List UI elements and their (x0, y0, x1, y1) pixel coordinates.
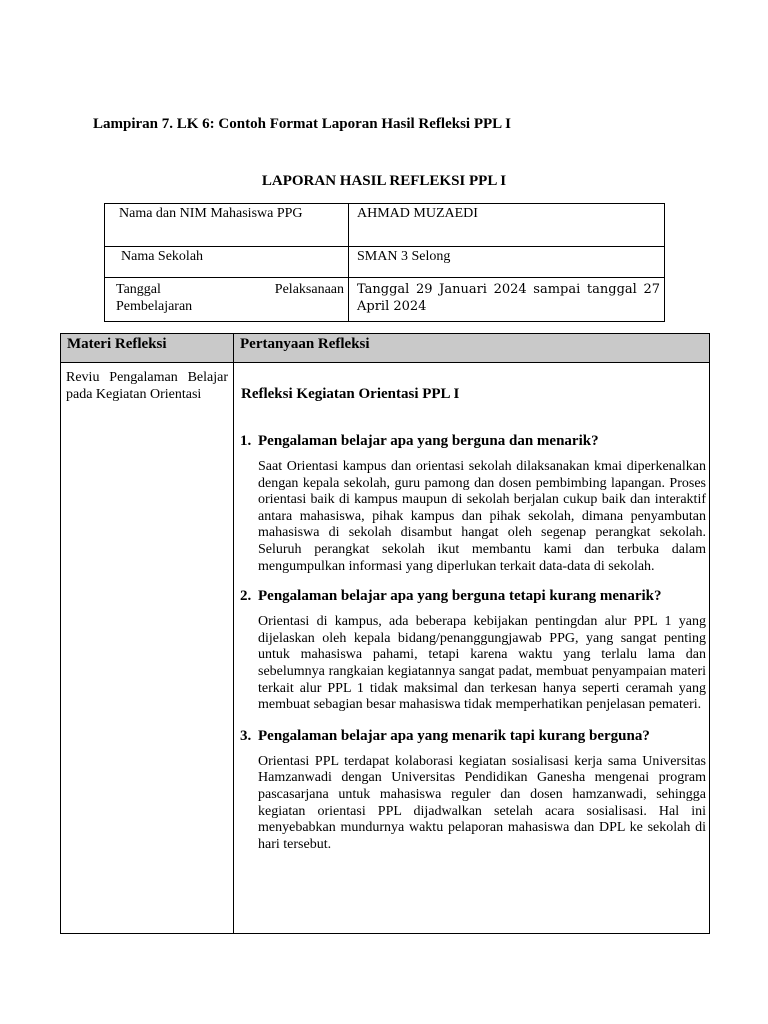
answer-text: Saat Orientasi kampus dan orientasi sekolah dilaksanakan kmai diperkenalkan dengan kepala sekolah, guru pamong dan dosen pembimbing lapangan. Proses orientasi baik di kampus maupun di sekolah berjalan cukup baik dan interaktif antara mahasiswa, pihak kampus dan pihak sekolah, dimana penyambutan mahasiswa di sekolah disambut hangat oleh segenap perangkat sekolah. Seluruh perangkat sekolah ikut membantu kami dan terbuka dalam mengumpulkan informasi yang diperlukan terkait data-data di sekolah. (258, 459, 706, 574)
pertanyaan-cell (234, 363, 710, 934)
date-label (105, 278, 349, 322)
section-title: Refleksi Kegiatan Orientasi PPL I (241, 386, 460, 402)
question-text: Pengalaman belajar apa yang berguna dan menarik? (258, 433, 599, 449)
appendix-heading: Lampiran 7. LK 6: Contoh Format Laporan Hasil Refleksi PPL I (93, 116, 511, 132)
header-materi: Materi Refleksi (61, 334, 234, 363)
materi-cell: Reviu Pengalaman Belajar pada Kegiatan Orientasi (61, 363, 234, 934)
header-pertanyaan: Pertanyaan Refleksi (234, 334, 710, 363)
name-value: AHMAD MUZAEDI (349, 204, 665, 247)
question-number: 3. (240, 727, 252, 744)
reflection-header-row (61, 334, 710, 363)
question-heading (240, 588, 706, 605)
question-heading (240, 728, 706, 745)
date-label-line1: Tanggal Pelaksanaan (116, 282, 344, 297)
question-text: Pengalaman belajar apa yang berguna tetapi kurang menarik? (258, 588, 662, 605)
answer-text: Orientasi PPL terdapat kolaborasi kegiatan sosialisasi kerja sama Universitas Hamzanwadi dengan Universitas Pendidikan Ganesha mengenai program pascasarjana untuk mahasiswa reguler dan dosen hamzanwadi, sehingga kegiatan orientasi PPL dijadwalkan setelah acara sosialisasi. Hal ini menyebabkan mundurnya waktu pelaporan mahasiswa dan DPL ke sekolah di hari tersebut. (258, 753, 706, 852)
question-text: Pengalaman belajar apa yang menarik tapi kurang berguna? (258, 727, 650, 744)
school-value: SMAN 3 Selong (349, 247, 665, 278)
school-label: Nama Sekolah (105, 247, 349, 278)
date-value: Tanggal 29 Januari 2024 sampai tanggal 27 April 2024 (349, 278, 665, 322)
question-item (240, 588, 706, 714)
question-number: 2. (240, 588, 252, 605)
document-title: LAPORAN HASIL REFLEKSI PPL I (261, 173, 507, 189)
question-heading (240, 433, 706, 450)
question-item (240, 433, 706, 575)
info-row-name (105, 204, 665, 247)
date-label-line2: Pembelajaran (116, 299, 193, 314)
reflection-body-row (61, 363, 710, 934)
answer-text: Orientasi di kampus, ada beberapa kebijakan pentingdan alur PPL 1 yang dijelaskan oleh kepala bidang/penanggungjawab PPG, yang sangat penting untuk mahasiswa pahami, tetapi karena waktu yang terlalu lama dan sebelumnya rangkaian kegiatannya sangat padat, membuat penyampaian materi terkait alur PPL 1 tidak maksimal dan terkesan hanya seperti ceramah yang membuat sebagian besar mahasiswa tidak memperhatikan penjelasan pemateri. (258, 614, 706, 713)
student-info-table (104, 203, 665, 322)
info-row-date (105, 278, 665, 322)
reflection-table (60, 333, 710, 934)
question-number: 1. (240, 433, 252, 449)
question-item (240, 728, 706, 854)
info-row-school (105, 247, 665, 278)
name-label: Nama dan NIM Mahasiswa PPG (105, 204, 349, 247)
question-list (240, 433, 706, 853)
